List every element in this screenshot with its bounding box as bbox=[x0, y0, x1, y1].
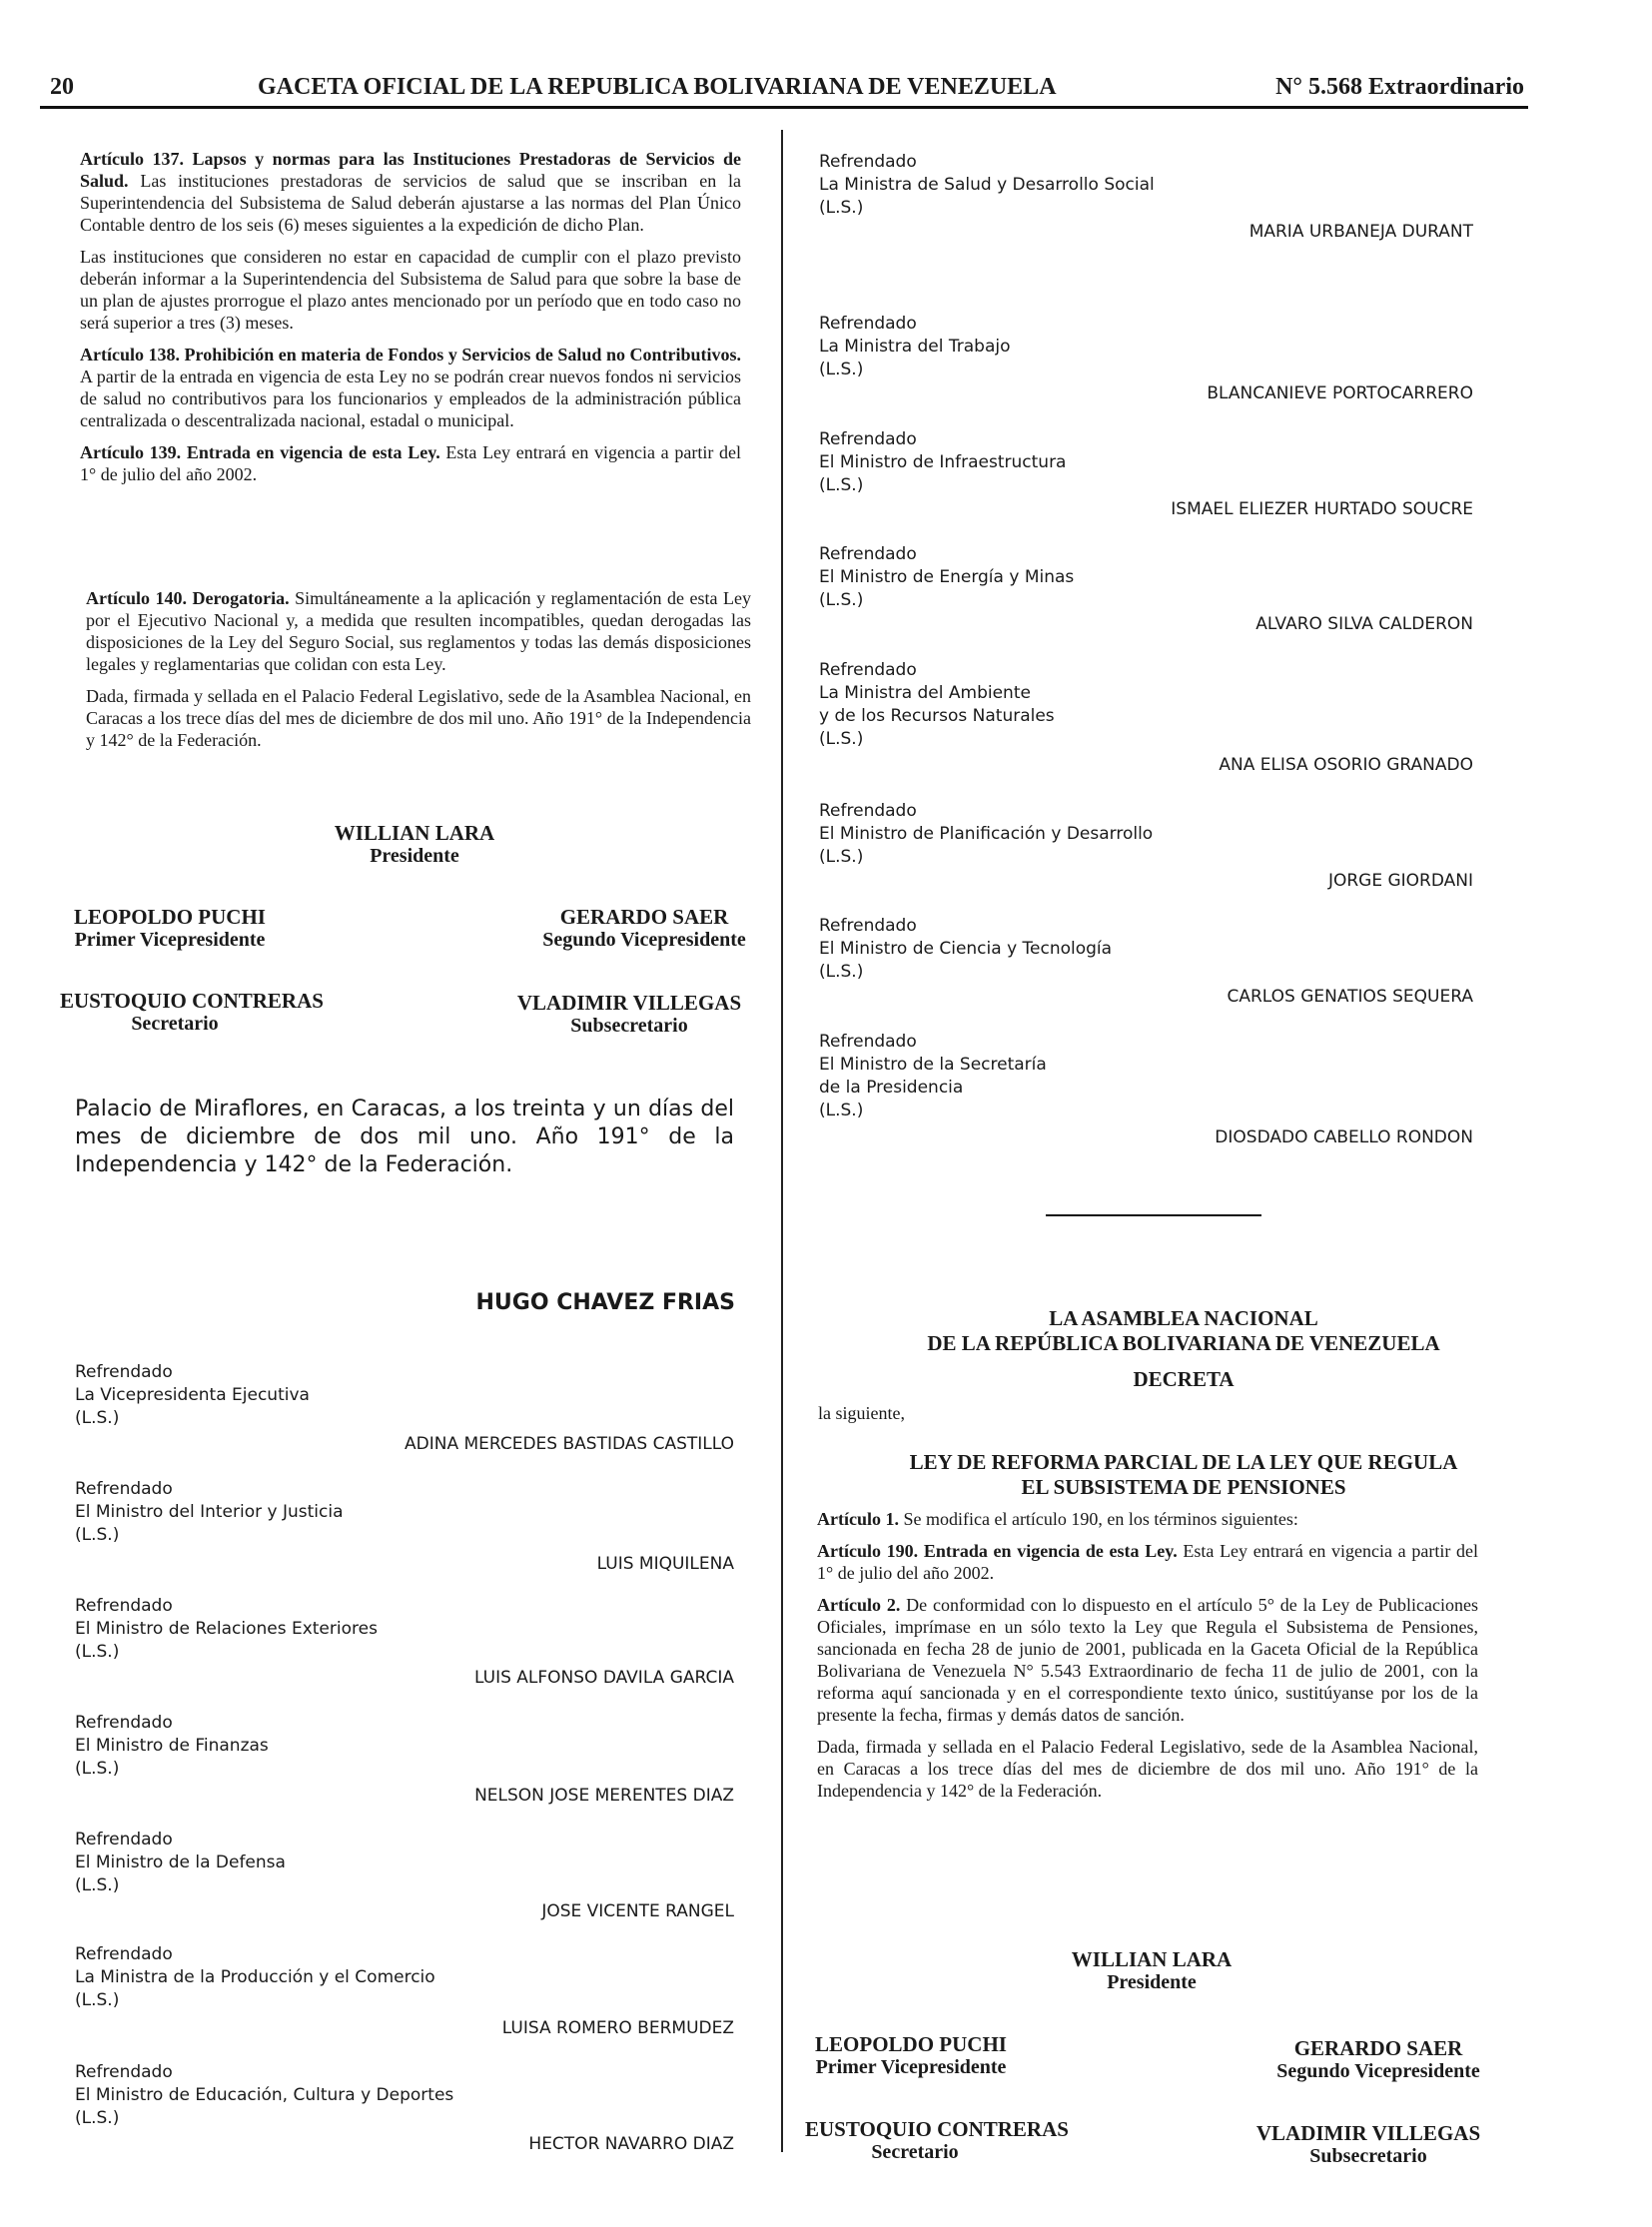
signature-subsecretary-2: VLADIMIR VILLEGAS Subsecretario bbox=[1255, 2121, 1481, 2167]
minister-name: JORGE GIORDANI bbox=[1327, 871, 1473, 891]
gazette-header bbox=[40, 70, 1528, 109]
minister-name: DIOSDADO CABELLO RONDON bbox=[1215, 1127, 1473, 1147]
decreta-heading: DECRETA bbox=[1133, 1367, 1235, 1391]
refrendo-secretaria: Refrendado El Ministro de la Secretaría de la Presidencia (L.S.) DIOSDADO CABELLO RONDON bbox=[819, 1032, 1473, 1147]
law-title: LEY DE REFORMA PARCIAL DE LA LEY QUE REGULA EL SUBSISTEMA DE PENSIONES bbox=[909, 1450, 1458, 1499]
refrendo-vicepresidencia: Refrendado La Vicepresidenta Ejecutiva (L.S.) ADINA MERCEDES BASTIDAS CASTILLO bbox=[75, 1362, 734, 1454]
signature-president-2: WILLIAN LARA Presidente bbox=[1071, 1947, 1233, 1993]
refrendo-trabajo: Refrendado La Ministra del Trabajo (L.S.) BLANCANIEVE PORTOCARRERO bbox=[819, 314, 1473, 403]
signature-secretary-2: EUSTOQUIO CONTRERAS Secretario bbox=[805, 2117, 1069, 2163]
refrendo-finanzas: Refrendado El Ministro de Finanzas (L.S.) NELSON JOSE MERENTES DIAZ bbox=[75, 1713, 734, 1806]
reform-article-1: Artículo 1. Se modifica el artículo 190, en los términos siguientes: bbox=[817, 1509, 1298, 1529]
signature-second-vp-2: GERARDO SAER Segundo Vicepresidente bbox=[1276, 2036, 1480, 2082]
refrendo-produccion: Refrendado La Ministra de la Producción y el Comercio (L.S.) LUISA ROMERO BERMUDEZ bbox=[75, 1944, 734, 2038]
refrendo-energia: Refrendado El Ministro de Energía y Minas (L.S.) ALVARO SILVA CALDERON bbox=[819, 544, 1473, 634]
minister-name: ANA ELISA OSORIO GRANADO bbox=[1219, 755, 1473, 775]
reform-article-2: Artículo 2. De conformidad con lo dispuesto en el artículo 5° de la Ley de Publicaciones Oficiales, imprímase en un sólo texto la Ley que Regula el Subsistema de Pensiones, sancionada en fecha 28 de junio de 2001, publicada en la Gaceta Oficial de la República Bolivariana de Venezuela N° 5.543 Extraordinario de fecha 11 de julio de 2001, con la reforma aquí sancionada y en el correspondiente texto único, sustitúyanse por los de la presente la fecha, firmas y demás datos de sanción. bbox=[817, 1595, 1479, 1725]
article-140: Artículo 140. Derogatoria. Simultáneamente a la aplicación y reglamentación de esta Ley por el Ejecutivo Nacional y, a medida que resulten incompatibles, quedan derogadas las disposiciones de la Ley del Seguro Social, sus reglamentos y todas las demás disposiciones legales y reglamentarias que colidan con esta Ley. bbox=[86, 588, 751, 674]
refrendo-salud: Refrendado La Ministra de Salud y Desarrollo Social (L.S.) MARIA URBANEJA DURANT bbox=[819, 152, 1473, 242]
minister-name: LUISA ROMERO BERMUDEZ bbox=[501, 2018, 734, 2038]
signature-president: WILLIAN LARA Presidente bbox=[334, 821, 495, 867]
signature-subsecretary: VLADIMIR VILLEGAS Subsecretario bbox=[516, 991, 742, 1037]
gazette-title: GACETA OFICIAL DE LA REPUBLICA BOLIVARIANA DE VENEZUELA bbox=[258, 74, 1057, 100]
signature-second-vp: GERARDO SAER Segundo Vicepresidente bbox=[542, 905, 746, 951]
minister-name: HECTOR NAVARRO DIAZ bbox=[528, 2134, 734, 2154]
article-137-paragraph-2: Las instituciones que consideren no estar en capacidad de cumplir con el plazo previsto deberán informar a la Superintendencia del Subsistema de Salud para que sobre la base de un plan de ajustes prorrogue el plazo antes mencionado por un período que en todo caso no será superior a tres (3) meses. bbox=[80, 247, 741, 333]
minister-name: ISMAEL ELIEZER HURTADO SOUCRE bbox=[1171, 499, 1473, 519]
reform-dada-firmada: Dada, firmada y sellada en el Palacio Federal Legislativo, sede de la Asamblea Nacional, en Caracas a los trece días del mes de diciembre de dos mil uno. Año 191° de la Independencia y 142° de la Federación. bbox=[817, 1737, 1478, 1801]
assembly-heading: LA ASAMBLEA NACIONAL DE LA REPÚBLICA BOLIVARIANA DE VENEZUELA bbox=[927, 1306, 1440, 1355]
column-divider bbox=[781, 130, 783, 2152]
refrendo-ciencia: Refrendado El Ministro de Ciencia y Tecnología (L.S.) CARLOS GENATIOS SEQUERA bbox=[819, 916, 1473, 1007]
article-137: Artículo 137. Lapsos y normas para las Instituciones Prestadoras de Servicios de Salud. Las instituciones prestadoras de servicios de salud que se inscriban en la Superintendencia del Subsistema de Salud deberán ajustarse a las normas del Plan Único Contable dentro de los seis (6) meses siguientes a la expedición de dicho Plan. bbox=[80, 149, 741, 235]
minister-name: BLANCANIEVE PORTOCARRERO bbox=[1207, 383, 1473, 403]
article-138: Artículo 138. Prohibición en materia de Fondos y Servicios de Salud no Contributivos. A partir de la entrada en vigencia de esta Ley no se podrán crear nuevos fondos ni servicios de salud no contributivos para los funcionarios y empleados de la administración pública centralizada o descentralizada nacional, estadal o municipal. bbox=[80, 345, 741, 430]
refrendo-educacion: Refrendado El Ministro de Educación, Cultura y Deportes (L.S.) HECTOR NAVARRO DIAZ bbox=[75, 2062, 734, 2154]
head-of-state-name: HUGO CHAVEZ FRIAS bbox=[475, 1290, 735, 1315]
minister-name: MARIA URBANEJA DURANT bbox=[1248, 222, 1473, 242]
minister-name: NELSON JOSE MERENTES DIAZ bbox=[474, 1786, 734, 1806]
page-number: 20 bbox=[50, 74, 74, 100]
reform-article-190: Artículo 190. Entrada en vigencia de esta Ley. Esta Ley entrará en vigencia a partir del 1° de julio del año 2002. bbox=[817, 1541, 1478, 1583]
refrendo-exteriores: Refrendado El Ministro de Relaciones Exteriores (L.S.) LUIS ALFONSO DAVILA GARCIA bbox=[75, 1596, 734, 1688]
minister-name: LUIS MIQUILENA bbox=[596, 1554, 734, 1574]
articles-137-139 bbox=[80, 148, 741, 495]
dada-firmada: Dada, firmada y sellada en el Palacio Federal Legislativo, sede de la Asamblea Nacional, en Caracas a los trece días del mes de diciembre de dos mil uno. Año 191° de la Independencia y 142° de la Federación. bbox=[86, 686, 751, 750]
signature-first-vp-2: LEOPOLDO PUCHI Primer Vicepresidente bbox=[815, 2032, 1007, 2078]
minister-name: ALVARO SILVA CALDERON bbox=[1255, 614, 1473, 634]
minister-name: ADINA MERCEDES BASTIDAS CASTILLO bbox=[405, 1434, 734, 1454]
minister-name: JOSE VICENTE RANGEL bbox=[541, 1901, 734, 1921]
article-139: Artículo 139. Entrada en vigencia de esta Ley. Esta Ley entrará en vigencia a partir del 1° de julio del año 2002. bbox=[80, 442, 741, 484]
minister-name: CARLOS GENATIOS SEQUERA bbox=[1227, 987, 1473, 1007]
article-140-block bbox=[86, 587, 751, 761]
section-separator bbox=[1046, 1214, 1261, 1216]
signature-secretary: EUSTOQUIO CONTRERAS Secretario bbox=[60, 989, 324, 1035]
refrendo-interior: Refrendado El Ministro del Interior y Justicia (L.S.) LUIS MIQUILENA bbox=[75, 1479, 734, 1574]
refrendo-ambiente: Refrendado La Ministra del Ambiente y de los Recursos Naturales (L.S.) ANA ELISA OSORIO GRANADO bbox=[819, 660, 1473, 775]
reform-articles bbox=[817, 1508, 1478, 1812]
miraflores-closing: Palacio de Miraflores, en Caracas, a los treinta y un días del mes de diciembre de dos mil uno. Año 191° de la Independencia y 142° de la Federación. bbox=[75, 1097, 734, 1177]
issue-number: N° 5.568 Extraordinario bbox=[1275, 74, 1524, 100]
signature-first-vp: LEOPOLDO PUCHI Primer Vicepresidente bbox=[74, 905, 266, 951]
refrendo-defensa: Refrendado El Ministro de la Defensa (L.S.) JOSE VICENTE RANGEL bbox=[75, 1830, 734, 1921]
refrendo-planificacion: Refrendado El Ministro de Planificación y Desarrollo (L.S.) JORGE GIORDANI bbox=[819, 801, 1473, 891]
la-siguiente: la siguiente, bbox=[818, 1403, 905, 1423]
minister-name: LUIS ALFONSO DAVILA GARCIA bbox=[474, 1668, 734, 1688]
refrendo-infraestructura: Refrendado El Ministro de Infraestructura (L.S.) ISMAEL ELIEZER HURTADO SOUCRE bbox=[819, 429, 1473, 519]
